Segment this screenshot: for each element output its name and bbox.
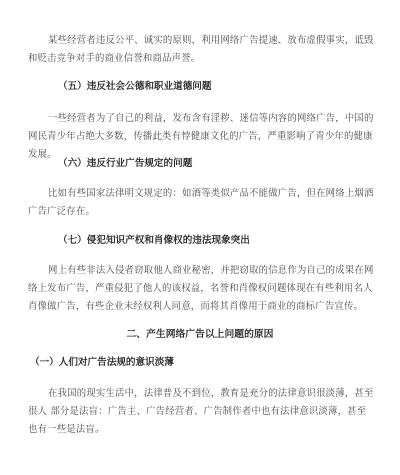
paragraph-subsection-1: 在我国的现实生活中，法律普及不到位，教育是充分的法律意识很淡薄，甚至很人 部分是法盲：广告主、广告经营者、广告制作者中也有法律意识淡薄，甚至也有一些是法盲。 xyxy=(28,388,374,435)
heading-section-5: （五）违反社会公德和职业道德问题 xyxy=(58,81,212,92)
heading-subsection-1: （一）人们对广告法规的意识淡薄 xyxy=(30,357,174,368)
heading-part-2: 二、产生网络广告以上问题的原因 xyxy=(126,329,274,340)
paragraph-section-5: 一些经营者为了自己的利益，发布含有淫秽、迷信等内容的网络广告，中国的网民青少年占绝大多数，传播此类有悖健康文化的广告，严重影响了青少年的健康发展。 xyxy=(28,113,374,160)
paragraph-section-6: 比如有些国家法律明文规定的：如酒等类似产品不能做广告，但在网络上烟酒广告广泛存在。 xyxy=(28,188,374,217)
paragraph-intro: 某些经营者违反公平、诚实的原则，利用网络广告提速、放布虚假事实，诋毁和贬击竞争对手的商业信誉和商品声誉。 xyxy=(28,35,374,64)
heading-section-7: （七）侵犯知识产权和肖像权的违法现象突出 xyxy=(58,235,250,246)
heading-section-6: （六）违反行业广告规定的问题 xyxy=(58,158,193,169)
paragraph-section-7: 网上有些非法入侵者窃取他人商业秘密，并把窃取的信息作为自己的成果在网络上发布广告，严重侵犯了他人的该权益，名誉和肖像权问题体现在有些利用名人肖像做广告，有些企业未经权利人同意，而将其肖像用于商业的商标广告宣传。 xyxy=(28,265,374,312)
